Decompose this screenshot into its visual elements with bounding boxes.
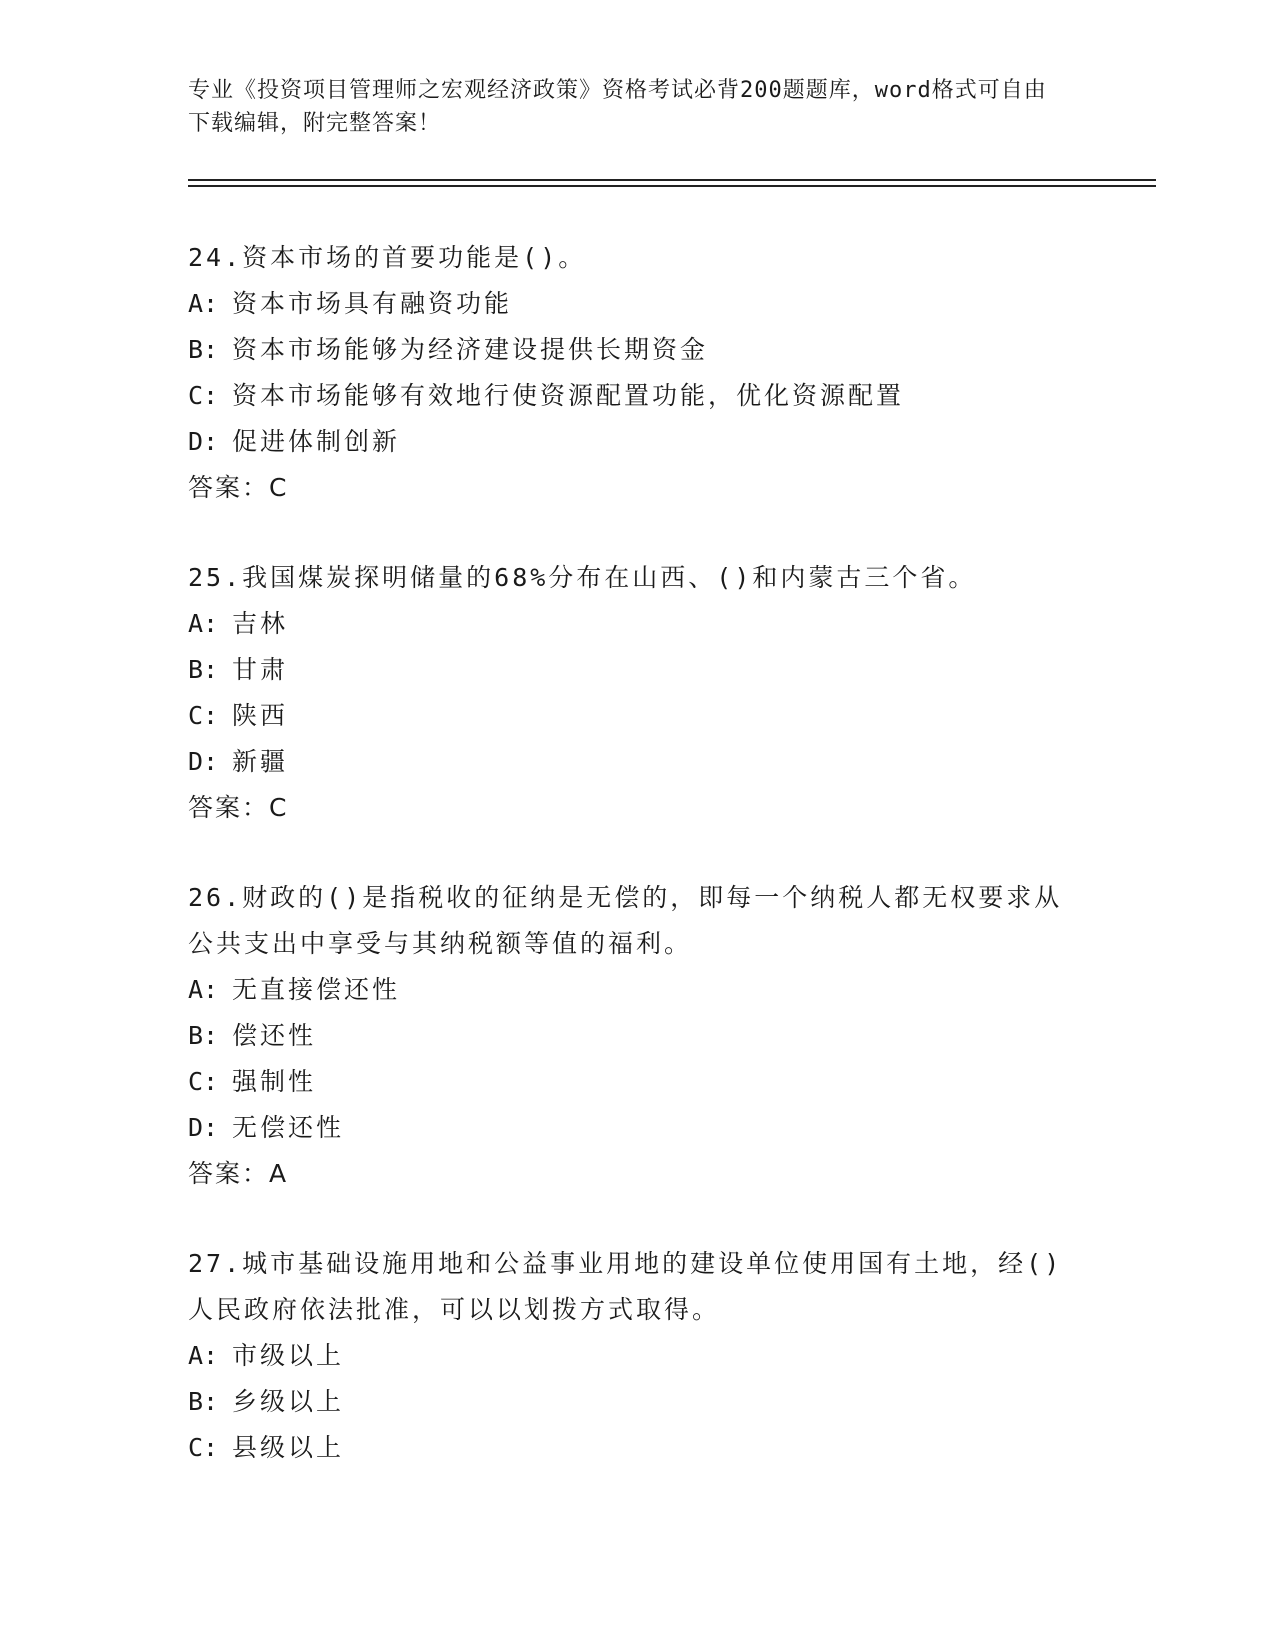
option-text: 资本市场具有融资功能 [232,289,513,318]
option-key: B: [188,335,219,364]
option-text: 资本市场能够为经济建设提供长期资金 [232,335,709,364]
option-key: B: [188,1387,219,1416]
option-text: 资本市场能够有效地行使资源配置功能，优化资源配置 [232,381,905,410]
option-d [188,739,1088,785]
answer-line: 答案：A [188,1159,289,1188]
header-divider-top [188,179,1156,181]
question-list [188,235,1088,1515]
answer-line: 答案：C [188,793,289,822]
answer-line: 答案：C [188,473,289,502]
option-key: C: [188,701,219,730]
option-text: 市级以上 [232,1341,345,1370]
option-key: A: [188,609,219,638]
question-stem: 26.财政的()是指税收的征纳是无偿的，即每一个纳税人都无权要求从公共支出中享受与其纳税额等值的福利。 [188,883,1063,958]
option-c [188,373,1088,419]
option-key: A: [188,975,219,1004]
option-key: D: [188,427,219,456]
option-text: 吉林 [232,609,289,638]
option-key: C: [188,381,219,410]
option-text: 强制性 [232,1067,317,1096]
option-c [188,693,1088,739]
option-key: D: [188,1113,219,1142]
option-text: 甘肃 [232,655,289,684]
option-text: 促进体制创新 [232,427,401,456]
option-text: 陕西 [232,701,289,730]
document-header: 专业《投资项目管理师之宏观经济政策》资格考试必背200题题库，word格式可自由下载编辑，附完整答案！ [188,78,1047,136]
question-stem: 27.城市基础设施用地和公益事业用地的建设单位使用国有土地，经()人民政府依法批准，可以以划拨方式取得。 [188,1249,1063,1324]
option-key: C: [188,1067,219,1096]
option-text: 无偿还性 [232,1113,345,1142]
option-text: 县级以上 [232,1433,345,1462]
option-key: C: [188,1433,219,1462]
option-key: A: [188,1341,219,1370]
option-text: 乡级以上 [232,1387,345,1416]
option-b [188,1013,1088,1059]
option-b [188,647,1088,693]
question-25 [188,555,1088,831]
option-key: B: [188,1021,219,1050]
option-b [188,327,1088,373]
option-c [188,1059,1088,1105]
question-27 [188,1241,1088,1471]
option-b [188,1379,1088,1425]
option-text: 偿还性 [232,1021,317,1050]
option-a [188,1333,1088,1379]
option-a [188,967,1088,1013]
option-key: B: [188,655,219,684]
option-c [188,1425,1088,1471]
question-stem: 24.资本市场的首要功能是()。 [188,243,587,272]
header-divider-bottom [188,185,1156,187]
option-a [188,281,1088,327]
option-text: 无直接偿还性 [232,975,401,1004]
option-text: 新疆 [232,747,289,776]
option-d [188,1105,1088,1151]
option-key: D: [188,747,219,776]
option-a [188,601,1088,647]
option-key: A: [188,289,219,318]
option-d [188,419,1088,465]
question-stem: 25.我国煤炭探明储量的68%分布在山西、()和内蒙古三个省。 [188,563,977,592]
question-26 [188,875,1088,1197]
question-24 [188,235,1088,511]
